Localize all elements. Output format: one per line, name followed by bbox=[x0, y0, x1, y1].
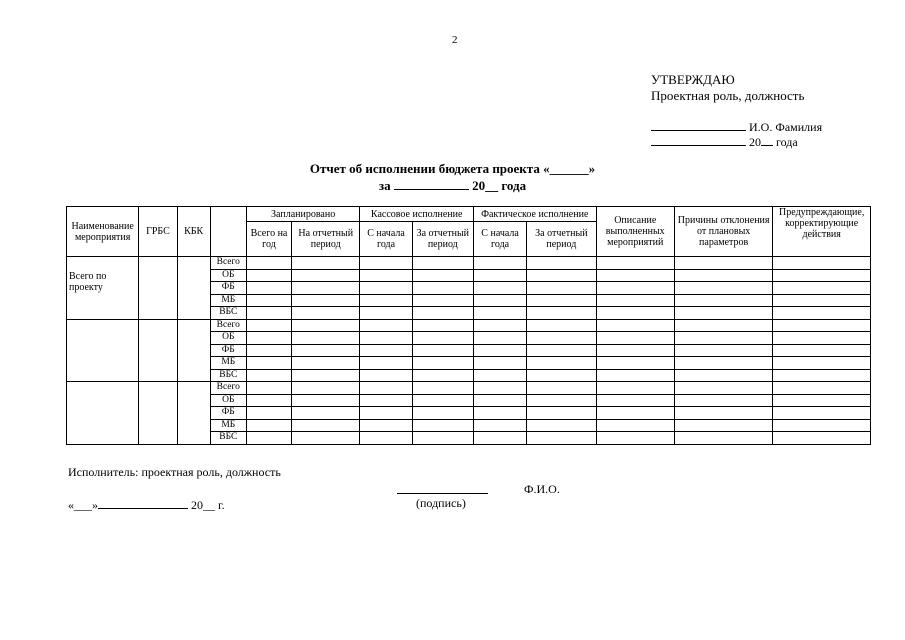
approval-year-prefix: 20 bbox=[749, 135, 761, 149]
data-cell bbox=[360, 419, 412, 432]
data-cell bbox=[527, 432, 596, 445]
header-planned-period: На отчетный период bbox=[292, 222, 360, 257]
header-grbs: ГРБС bbox=[139, 207, 177, 257]
data-cell bbox=[596, 307, 674, 320]
source-label: ВБС bbox=[210, 369, 246, 382]
data-cell bbox=[773, 257, 871, 270]
data-cell bbox=[360, 382, 412, 395]
data-cell bbox=[473, 294, 526, 307]
data-cell bbox=[773, 419, 871, 432]
table-row bbox=[67, 257, 871, 270]
data-cell bbox=[412, 332, 473, 345]
data-cell bbox=[360, 394, 412, 407]
data-cell bbox=[246, 394, 291, 407]
data-cell bbox=[527, 382, 596, 395]
data-cell bbox=[360, 357, 412, 370]
header-kbk: КБК bbox=[177, 207, 210, 257]
source-label: ФБ bbox=[210, 282, 246, 295]
data-cell bbox=[674, 269, 772, 282]
approval-role: Проектная роль, должность bbox=[651, 88, 805, 103]
source-label: ОБ bbox=[210, 269, 246, 282]
source-label: ФБ bbox=[210, 344, 246, 357]
data-cell bbox=[292, 419, 360, 432]
data-cell bbox=[473, 269, 526, 282]
data-cell bbox=[527, 307, 596, 320]
header-name: Наименование мероприятия bbox=[67, 207, 139, 257]
data-cell bbox=[527, 282, 596, 295]
data-cell bbox=[773, 319, 871, 332]
data-cell bbox=[412, 357, 473, 370]
data-cell bbox=[412, 257, 473, 270]
source-label: Всего bbox=[210, 257, 246, 270]
data-cell bbox=[527, 407, 596, 420]
data-cell bbox=[360, 257, 412, 270]
group-kbk-cell bbox=[177, 257, 210, 320]
data-cell bbox=[360, 269, 412, 282]
header-blank bbox=[210, 207, 246, 257]
data-cell bbox=[596, 357, 674, 370]
data-cell bbox=[674, 382, 772, 395]
data-cell bbox=[596, 394, 674, 407]
data-cell bbox=[292, 307, 360, 320]
data-cell bbox=[412, 282, 473, 295]
group-name bbox=[67, 382, 139, 445]
date-day: «___» bbox=[68, 498, 98, 512]
date-blank bbox=[651, 133, 746, 146]
data-cell bbox=[527, 394, 596, 407]
data-cell bbox=[674, 319, 772, 332]
data-cell bbox=[674, 257, 772, 270]
report-title: Отчет об исполнении бюджета проекта «______» bbox=[309, 161, 596, 176]
data-cell bbox=[674, 307, 772, 320]
data-cell bbox=[674, 407, 772, 420]
executor-label: Исполнитель: проектная роль, должность bbox=[68, 465, 281, 479]
data-cell bbox=[246, 257, 291, 270]
data-cell bbox=[596, 344, 674, 357]
data-cell bbox=[360, 332, 412, 345]
data-cell bbox=[412, 269, 473, 282]
data-cell bbox=[674, 344, 772, 357]
header-reasons: Причины отклонения от плановых параметров bbox=[674, 207, 772, 257]
source-label: МБ bbox=[210, 294, 246, 307]
group-name bbox=[67, 319, 139, 382]
data-cell bbox=[473, 307, 526, 320]
data-cell bbox=[246, 282, 291, 295]
data-cell bbox=[246, 382, 291, 395]
data-cell bbox=[596, 257, 674, 270]
data-cell bbox=[773, 344, 871, 357]
data-cell bbox=[360, 369, 412, 382]
data-cell bbox=[527, 257, 596, 270]
approval-date-line bbox=[651, 133, 798, 150]
source-label: Всего bbox=[210, 319, 246, 332]
report-period: за 20__ года bbox=[378, 178, 527, 193]
approval-year-suffix: года bbox=[776, 135, 798, 149]
group-grbs-cell bbox=[139, 382, 177, 445]
source-label: ВБС bbox=[210, 432, 246, 445]
data-cell bbox=[674, 332, 772, 345]
data-cell bbox=[473, 257, 526, 270]
data-cell bbox=[473, 357, 526, 370]
data-cell bbox=[773, 369, 871, 382]
data-cell bbox=[473, 432, 526, 445]
data-cell bbox=[674, 369, 772, 382]
data-cell bbox=[773, 357, 871, 370]
signature-caption: (подпись) bbox=[416, 496, 466, 510]
data-cell bbox=[360, 344, 412, 357]
data-cell bbox=[412, 419, 473, 432]
data-cell bbox=[527, 357, 596, 370]
data-cell bbox=[360, 294, 412, 307]
data-cell bbox=[412, 319, 473, 332]
data-cell bbox=[412, 394, 473, 407]
header-cash-period: За отчетный период bbox=[412, 222, 473, 257]
data-cell bbox=[246, 307, 291, 320]
header-actual-period: За отчетный период bbox=[527, 222, 596, 257]
group-name: Всего по проекту bbox=[67, 257, 139, 320]
data-cell bbox=[773, 432, 871, 445]
data-cell bbox=[412, 294, 473, 307]
data-cell bbox=[292, 394, 360, 407]
data-cell bbox=[596, 419, 674, 432]
data-cell bbox=[246, 319, 291, 332]
data-cell bbox=[773, 282, 871, 295]
header-planned: Запланировано bbox=[246, 207, 360, 222]
data-cell bbox=[596, 269, 674, 282]
data-cell bbox=[246, 407, 291, 420]
data-cell bbox=[596, 319, 674, 332]
data-cell bbox=[473, 332, 526, 345]
data-cell bbox=[412, 369, 473, 382]
data-cell bbox=[412, 407, 473, 420]
group-kbk-cell bbox=[177, 319, 210, 382]
data-cell bbox=[292, 344, 360, 357]
signature-blank bbox=[651, 118, 746, 131]
data-cell bbox=[292, 382, 360, 395]
data-cell bbox=[412, 382, 473, 395]
data-cell bbox=[473, 344, 526, 357]
data-cell bbox=[773, 294, 871, 307]
data-cell bbox=[360, 282, 412, 295]
header-planned-year: Всего на год bbox=[246, 222, 291, 257]
data-cell bbox=[773, 269, 871, 282]
source-label: МБ bbox=[210, 357, 246, 370]
data-cell bbox=[360, 407, 412, 420]
data-cell bbox=[412, 307, 473, 320]
source-label: Всего bbox=[210, 382, 246, 395]
data-cell bbox=[773, 407, 871, 420]
data-cell bbox=[596, 332, 674, 345]
data-cell bbox=[292, 407, 360, 420]
data-cell bbox=[527, 294, 596, 307]
data-cell bbox=[473, 369, 526, 382]
group-kbk-cell bbox=[177, 382, 210, 445]
data-cell bbox=[292, 257, 360, 270]
data-cell bbox=[674, 294, 772, 307]
data-cell bbox=[527, 319, 596, 332]
group-grbs-cell bbox=[139, 257, 177, 320]
approver-name: И.О. Фамилия bbox=[749, 120, 823, 134]
data-cell bbox=[473, 282, 526, 295]
source-label: ФБ bbox=[210, 407, 246, 420]
header-actual-start: С начала года bbox=[473, 222, 526, 257]
data-cell bbox=[527, 344, 596, 357]
source-label: ОБ bbox=[210, 332, 246, 345]
date-year: 20__ г. bbox=[191, 498, 225, 512]
data-cell bbox=[473, 382, 526, 395]
table-row bbox=[67, 382, 871, 395]
data-cell bbox=[473, 319, 526, 332]
table-row bbox=[67, 319, 871, 332]
header-cash-start: С начала года bbox=[360, 222, 412, 257]
data-cell bbox=[246, 332, 291, 345]
data-cell bbox=[246, 344, 291, 357]
data-cell bbox=[596, 294, 674, 307]
data-cell bbox=[674, 419, 772, 432]
data-cell bbox=[773, 332, 871, 345]
data-cell bbox=[674, 394, 772, 407]
date-line bbox=[68, 496, 225, 513]
data-cell bbox=[473, 394, 526, 407]
report-body bbox=[67, 257, 871, 445]
approval-block bbox=[651, 72, 804, 104]
data-cell bbox=[773, 307, 871, 320]
data-cell bbox=[527, 332, 596, 345]
data-cell bbox=[596, 407, 674, 420]
source-label: ОБ bbox=[210, 394, 246, 407]
approval-title: УТВЕРЖДАЮ bbox=[651, 72, 735, 87]
budget-report-table bbox=[66, 206, 871, 445]
data-cell bbox=[246, 369, 291, 382]
data-cell bbox=[246, 419, 291, 432]
data-cell bbox=[596, 382, 674, 395]
data-cell bbox=[292, 282, 360, 295]
header-description: Описание выполненных мероприятий bbox=[596, 207, 674, 257]
data-cell bbox=[360, 307, 412, 320]
data-cell bbox=[412, 432, 473, 445]
data-cell bbox=[527, 369, 596, 382]
data-cell bbox=[292, 332, 360, 345]
data-cell bbox=[473, 419, 526, 432]
data-cell bbox=[773, 394, 871, 407]
source-label: МБ bbox=[210, 419, 246, 432]
data-cell bbox=[246, 357, 291, 370]
data-cell bbox=[527, 269, 596, 282]
data-cell bbox=[527, 419, 596, 432]
data-cell bbox=[246, 432, 291, 445]
data-cell bbox=[596, 432, 674, 445]
data-cell bbox=[674, 432, 772, 445]
data-cell bbox=[473, 407, 526, 420]
data-cell bbox=[596, 369, 674, 382]
data-cell bbox=[292, 319, 360, 332]
data-cell bbox=[292, 357, 360, 370]
data-cell bbox=[292, 432, 360, 445]
fio-label: Ф.И.О. bbox=[524, 482, 560, 496]
data-cell bbox=[246, 269, 291, 282]
data-cell bbox=[360, 319, 412, 332]
data-cell bbox=[674, 357, 772, 370]
data-cell bbox=[246, 294, 291, 307]
data-cell bbox=[360, 432, 412, 445]
header-actual: Фактическое исполнение bbox=[473, 207, 596, 222]
data-cell bbox=[292, 294, 360, 307]
data-cell bbox=[596, 282, 674, 295]
source-label: ВБС bbox=[210, 307, 246, 320]
group-grbs-cell bbox=[139, 319, 177, 382]
data-cell bbox=[674, 282, 772, 295]
data-cell bbox=[292, 369, 360, 382]
data-cell bbox=[773, 382, 871, 395]
header-cash: Кассовое исполнение bbox=[360, 207, 474, 222]
header-corrective: Предупреждающие, корректирующие действия bbox=[773, 207, 871, 257]
signature-line bbox=[397, 493, 488, 494]
data-cell bbox=[292, 269, 360, 282]
data-cell bbox=[412, 344, 473, 357]
page-number: 2 bbox=[452, 34, 458, 46]
